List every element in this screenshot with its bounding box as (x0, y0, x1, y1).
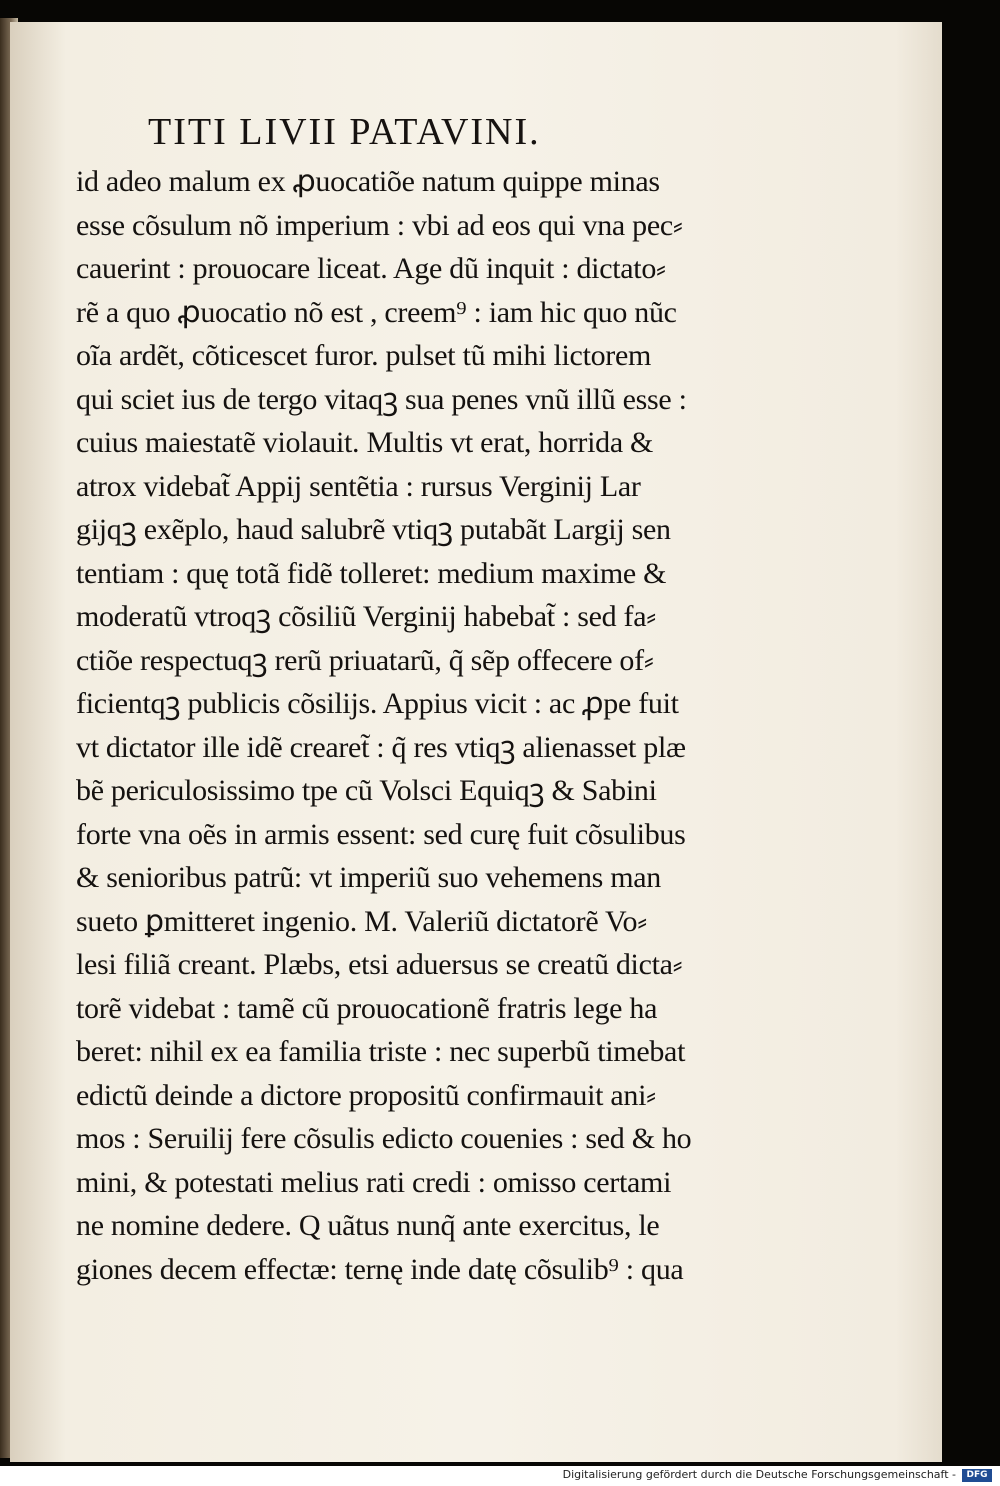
text-line: cuius maiestatẽ violauit. Multis vt erat, horrida & (76, 426, 654, 459)
text-line: giones decem effectæ: ternę inde datę cõsulib⁹ : qua (76, 1252, 684, 1286)
text-line: ctiõe respectuqꝫ rerũ priuatarũ, q̃ sẽp offecere of⸗ (76, 643, 654, 677)
funding-credit: Digitalisierung gefördert durch die Deutsche Forschungsgemeinschaft - (562, 1468, 956, 1481)
text-line: tentiam : quę totã fidẽ tolleret: medium maxime & (76, 556, 667, 590)
text-line: id adeo malum ex ꝓuocatiõe natum quippe minas (76, 165, 660, 198)
text-line: ficientqꝫ publicis cõsilijs. Appius vicit : ac ꝓpe fuit (76, 687, 679, 720)
text-line: torẽ videbat : tamẽ cũ prouocationẽ fratris lege ha (76, 991, 658, 1025)
text-line: moderatũ vtroqꝫ cõsiliũ Verginij habebat̃ : sed fa⸗ (76, 600, 656, 633)
text-line: ne nomine dedere. Q uãtus nunq̃ ante exercitus, le (76, 1209, 660, 1242)
text-line: & senioribus patrũ: vt imperiũ suo vehemens man (76, 861, 661, 894)
text-line: bẽ periculosissimo tpe cũ Volsci Equiqꝫ & Sabini (76, 774, 657, 807)
text-line: esse cõsulum nõ imperium : vbi ad eos qui vna pec⸗ (76, 208, 683, 242)
text-line: beret: nihil ex ea familia triste : nec superbũ timebat (76, 1035, 686, 1068)
text-line: mos : Seruilij fere cõsulis edicto couenies : sed & ho (76, 1122, 692, 1155)
text-line: gijqꝫ exẽplo, haud salubrẽ vtiqꝫ putabãt Largij sen (76, 513, 671, 546)
text-line: lesi filiã creant. Plæbs, etsi aduersus se creatũ dicta⸗ (76, 948, 683, 981)
text-block (76, 160, 716, 1291)
text-line: forte vna oẽs in armis essent: sed curę fuit cõsulibus (76, 817, 686, 851)
text-line: cauerint : prouocare liceat. Age dũ inquit : dictato⸗ (76, 252, 666, 285)
running-head: TITI LIVII PATAVINI. (148, 111, 541, 153)
text-line: qui sciet ius de tergo vitaqꝫ sua penes vnũ illũ esse : (76, 382, 687, 416)
text-line: mini, & potestati melius rati credi : omisso certami (76, 1165, 672, 1199)
text-line: oĩa ardẽt, cõticescet furor. pulset tũ mihi lictorem (76, 339, 652, 372)
text-line: edictũ deinde a dictore propositũ confirmauit ani⸗ (76, 1078, 656, 1112)
dfg-logo-icon: DFG (962, 1469, 992, 1482)
text-line: rẽ a quo ꝓuocatio nõ est , creem⁹ : iam hic quo nũc (76, 295, 677, 329)
text-line: vt dictator ille idẽ crearet̃ : q̃ res vtiqꝫ alienasset plæ (76, 730, 686, 764)
text-line: sueto ꝑmitteret ingenio. M. Valeriũ dictatorẽ Vo⸗ (76, 904, 647, 938)
text-line: atrox videbat̃ Appij sentẽtia : rursus Verginij Lar (76, 469, 641, 503)
